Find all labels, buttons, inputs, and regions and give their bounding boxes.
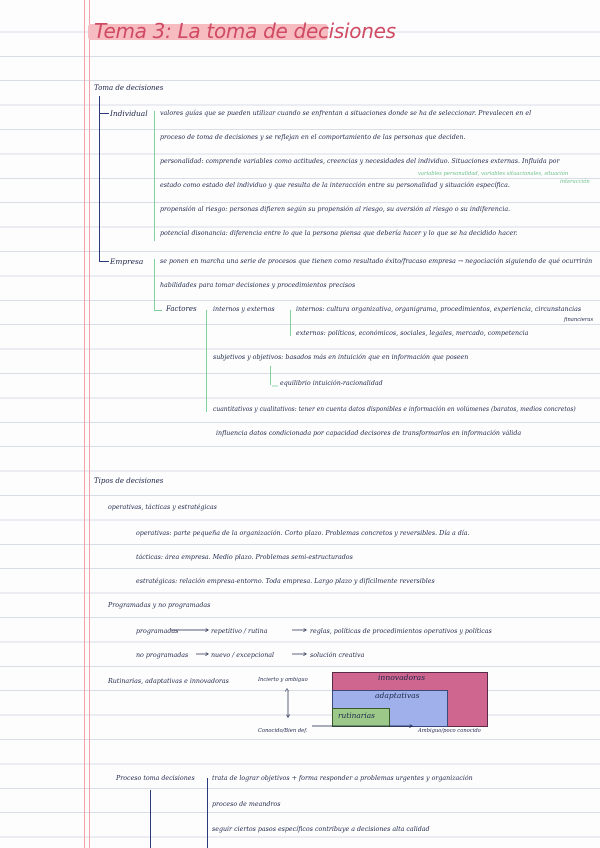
note-interaccion: interacción <box>560 179 590 185</box>
personalidad-text: personalidad: comprende variables como actitudes, creencias y necesidades del individuo. Situaciones externas. Influida por <box>160 158 560 165</box>
diagram-y-label: Incierto y ambiguo <box>258 677 308 683</box>
diagram-x-left: Conocido/Bien def. <box>258 728 308 734</box>
tacticas-text: tácticas: área empresa. Medio plazo. Problemas semi-estructurados <box>136 554 353 561</box>
proceso-line2: proceso de meandros <box>212 801 281 808</box>
factores-label: Factores <box>166 305 197 313</box>
innovadoras-label: innovadoras <box>378 673 426 682</box>
page-title: Tema 3: La toma de decisiones <box>94 19 396 43</box>
proceso-label: Proceso toma decisiones <box>116 775 195 782</box>
proceso-line3: seguir ciertos pasos específicos contribuye a decisiones alta calidad <box>212 826 430 833</box>
potencial-text: potencial disonancia: diferencia entre lo que la persona piensa que debería hacer y lo que se ha decidido hacer. <box>160 230 518 237</box>
financieras: financieras <box>564 317 594 323</box>
rutinarias-heading: Rutinarias, adaptativas e innovadoras <box>108 678 229 685</box>
diagram-x-right: Ambiguo/poco conocido <box>418 728 481 734</box>
subjetivos-text: subjetivos y objetivos: basados más en intuición que en información que poseen <box>213 354 469 361</box>
individual-label: Individual <box>110 109 148 118</box>
noprogramadas-label: no programadas <box>136 652 189 659</box>
cuantitativos-text: cuantitativos y cualitativos: tener en cuenta datos disponibles e información en volúmenes (baratos, medios concretos) <box>213 406 576 413</box>
internos-desc: internos: cultura organizativa, organigrama, procedimientos, experiencia, circunstancias <box>296 306 582 313</box>
externos-desc: externos: políticos, económicos, sociales, legales, mercado, competencia <box>296 330 529 337</box>
estrategicas-text: estratégicas: relación empresa-entorno. Toda empresa. Largo plazo y difícilmente reversibles <box>136 578 435 585</box>
empresa-line2: habilidades para tomar decisiones y procedimientos precisos <box>160 282 356 289</box>
internos-externos: internos y externos <box>213 306 275 313</box>
programadas-mid: repetitivo / rutina <box>211 628 268 635</box>
section-heading-tipos: Tipos de decisiones <box>94 477 164 485</box>
proceso-line1: trata de lograr objetivos + forma responder a problemas urgentes y organización <box>212 775 473 782</box>
programadas-heading: Programadas y no programadas <box>108 602 211 609</box>
individual-line1: valores guías que se pueden utilizar cuando se enfrentan a situaciones donde se ha de seleccionar. Prevalecen en el <box>160 110 532 117</box>
empresa-line1: se ponen en marcha una serie de procesos que tienen como resultado éxito/fracaso empresa → negociación siguiendo de qué ocurrirán <box>160 258 593 265</box>
noprogramadas-mid: nuevo / excepcional <box>211 652 275 659</box>
programadas-label: programadas <box>136 628 179 635</box>
estado-text: estado como estado del individuo y que resulta de la interacción entre su personalidad y situación específica. <box>160 182 510 189</box>
note-variables: variables personalidad, variables situacionales, situación <box>418 171 569 177</box>
propension-text: propensión al riesgo: personas difieren según su propensión al riesgo, su aversión al riesgo o su indiferencia. <box>160 206 511 213</box>
operativas-heading: operativas, tácticas y estratégicas <box>108 504 217 511</box>
operativas-text: operativas: parte pequeña de la organización. Corto plazo. Problemas concretos y reversibles. Día a día. <box>136 530 470 537</box>
adaptativas-label: adaptativas <box>375 691 420 700</box>
influencia-text: influencia datos condicionada por capacidad decisores de transformarlos en información válida <box>216 430 522 437</box>
rutinarias-label: rutinarias <box>338 711 375 720</box>
individual-line2: proceso de toma de decisiones y se reflejan en el comportamiento de las personas que deciden. <box>160 134 466 141</box>
section-heading-toma: Toma de decisiones <box>94 84 164 92</box>
programadas-right: reglas, políticas de procedimientos operativos y políticas <box>310 628 492 635</box>
subjetivos-sub: equilibrio intuición-racionalidad <box>280 380 383 387</box>
noprogramadas-right: solución creativa <box>310 652 365 659</box>
empresa-label: Empresa <box>110 257 144 266</box>
